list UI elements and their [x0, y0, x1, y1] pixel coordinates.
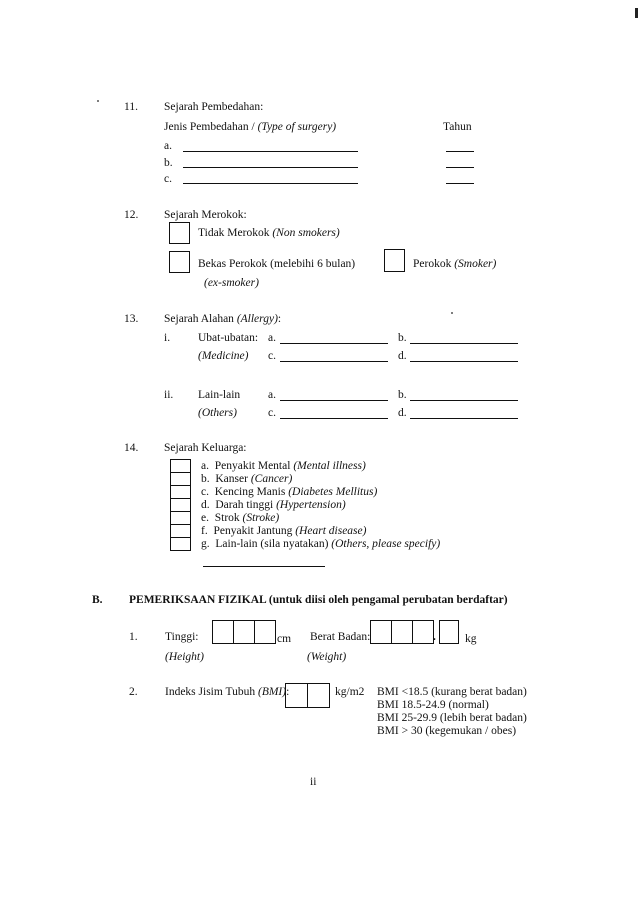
height-digit-box[interactable] [234, 621, 255, 643]
others-d-letter: d. [398, 407, 407, 419]
bmi-range-obese: BMI > 30 (kegemukan / obes) [377, 725, 517, 737]
height-unit: cm [277, 633, 292, 645]
bmi-label: Indeks Jisim Tubuh (BMI): [165, 686, 290, 698]
height-digit-box[interactable] [255, 621, 275, 643]
weight-digit-box[interactable] [413, 621, 433, 643]
weight-decimal-point: . [433, 631, 436, 643]
family-history-item: g. Lain-lain (sila nyatakan) (Others, please specify) [201, 538, 441, 550]
q14-number: 14. [124, 442, 139, 454]
medicine-b-letter: b. [398, 332, 407, 344]
family-history-item: d. Darah tinggi (Hypertension) [201, 499, 346, 511]
family-history-checkbox-b[interactable] [171, 473, 190, 486]
medicine-d-letter: d. [398, 350, 407, 362]
weight-label-en: (Weight) [307, 651, 347, 663]
height-label: Tinggi: [165, 631, 199, 643]
medicine-label: Ubat-ubatan: [198, 332, 259, 344]
medicine-d-field[interactable] [410, 361, 518, 362]
q11-item-c-letter: c. [164, 173, 172, 185]
weight-input-boxes [370, 620, 434, 644]
q11-year-c-field[interactable] [446, 183, 474, 184]
q11-item-a-letter: a. [164, 140, 172, 152]
family-history-item: a. Penyakit Mental (Mental illness) [201, 460, 366, 472]
smoker-checkbox[interactable] [384, 249, 405, 272]
family-history-checkbox-a[interactable] [171, 460, 190, 473]
scan-speck [451, 312, 453, 314]
weight-digit-box[interactable] [371, 621, 392, 643]
family-history-item: e. Strok (Stroke) [201, 512, 280, 524]
medicine-b-field[interactable] [410, 343, 518, 344]
medicine-c-field[interactable] [280, 361, 388, 362]
scan-speck [97, 100, 99, 102]
height-label-en: (Height) [165, 651, 204, 663]
q11-year-header: Tahun [443, 121, 472, 133]
others-c-letter: c. [268, 407, 276, 419]
bmi-input-boxes [285, 683, 330, 708]
q11-surgery-c-field[interactable] [183, 183, 358, 184]
height-input-boxes [212, 620, 276, 644]
family-history-checkbox-c[interactable] [171, 486, 190, 499]
family-history-others-specify-field[interactable] [203, 566, 325, 567]
ex-smoker-checkbox[interactable] [169, 251, 190, 273]
others-label: Lain-lain [198, 389, 241, 401]
family-history-item: f. Penyakit Jantung (Heart disease) [201, 525, 367, 537]
family-history-checkbox-column [170, 459, 191, 551]
family-history-checkbox-g[interactable] [171, 538, 190, 551]
family-history-checkbox-d[interactable] [171, 499, 190, 512]
medicine-a-letter: a. [268, 332, 276, 344]
q11-type-label: Jenis Pembedahan / (Type of surgery) [164, 121, 337, 133]
smoker-label: Perokok (Smoker) [413, 258, 497, 270]
q11-year-a-field[interactable] [446, 151, 474, 152]
medicine-a-field[interactable] [280, 343, 388, 344]
weight-digit-box[interactable] [392, 621, 413, 643]
bmi-range-normal: BMI 18.5-24.9 (normal) [377, 699, 489, 711]
q14-title: Sejarah Keluarga: [164, 442, 247, 454]
medicine-label-en: (Medicine) [198, 350, 249, 362]
family-history-item: c. Kencing Manis (Diabetes Mellitus) [201, 486, 378, 498]
page-number: ii [310, 776, 317, 788]
family-history-item: b. Kanser (Cancer) [201, 473, 293, 485]
family-history-checkbox-f[interactable] [171, 525, 190, 538]
non-smoker-label: Tidak Merokok (Non smokers) [198, 227, 340, 239]
bmi-unit: kg/m2 [335, 686, 365, 698]
family-history-checkbox-e[interactable] [171, 512, 190, 525]
q11-surgery-b-field[interactable] [183, 167, 358, 168]
q11-year-b-field[interactable] [446, 167, 474, 168]
others-a-letter: a. [268, 389, 276, 401]
others-a-field[interactable] [280, 400, 388, 401]
q13-i-number: i. [164, 332, 171, 344]
others-b-field[interactable] [410, 400, 518, 401]
q12-title: Sejarah Merokok: [164, 209, 247, 221]
q12-number: 12. [124, 209, 139, 221]
height-digit-box[interactable] [213, 621, 234, 643]
weight-label: Berat Badan: [310, 631, 371, 643]
b1-number: 1. [129, 631, 138, 643]
weight-unit: kg [465, 633, 477, 645]
others-d-field[interactable] [410, 418, 518, 419]
bmi-range-overweight: BMI 25-29.9 (lebih berat badan) [377, 712, 527, 724]
bmi-digit-box[interactable] [286, 684, 308, 707]
medicine-c-letter: c. [268, 350, 276, 362]
bmi-digit-box[interactable] [308, 684, 329, 707]
ex-smoker-label: Bekas Perokok (melebihi 6 bulan) [198, 258, 356, 270]
section-b-title: PEMERIKSAAN FIZIKAL (untuk diisi oleh pengamal perubatan berdaftar) [129, 594, 508, 606]
b2-number: 2. [129, 686, 138, 698]
q11-item-b-letter: b. [164, 157, 173, 169]
q13-number: 13. [124, 313, 139, 325]
q11-surgery-a-field[interactable] [183, 151, 358, 152]
non-smoker-checkbox[interactable] [169, 222, 190, 244]
others-c-field[interactable] [280, 418, 388, 419]
others-label-en: (Others) [198, 407, 237, 419]
q13-ii-number: ii. [164, 389, 174, 401]
section-b-letter: B. [92, 594, 103, 606]
ex-smoker-label-en: (ex-smoker) [204, 277, 259, 289]
q13-title: Sejarah Alahan (Allergy): [164, 313, 282, 325]
weight-decimal-box[interactable] [439, 620, 459, 644]
q11-title: Sejarah Pembedahan: [164, 101, 264, 113]
q11-number: 11. [124, 101, 138, 113]
others-b-letter: b. [398, 389, 407, 401]
bmi-range-underweight: BMI <18.5 (kurang berat badan) [377, 686, 527, 698]
